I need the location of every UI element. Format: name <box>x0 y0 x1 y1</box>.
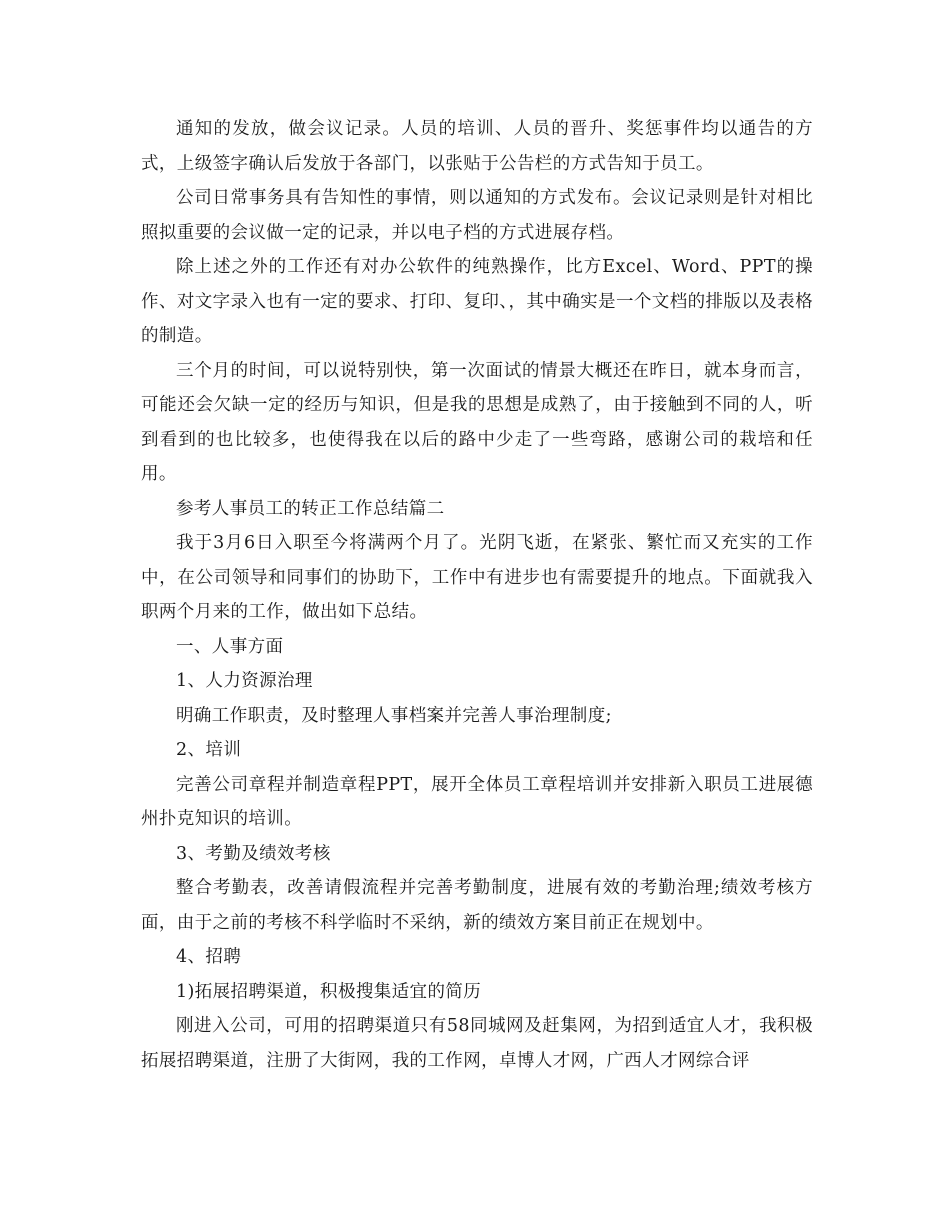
heading-hr-aspect: 一、人事方面 <box>176 636 284 657</box>
heading-training: 2、培训 <box>176 740 242 760</box>
paragraph-daily-affairs: 公司日常事务具有告知性的事情，则以通知的方式发布。会议记录则是针对相比照拟重要的会议做一定的记录，并以电子档的方式进展存档。 <box>141 188 813 243</box>
document-page <box>141 112 813 1078</box>
heading-hr-management: 1、人力资源治理 <box>176 671 313 691</box>
section-title-part-two: 参考人事员工的转正工作总结篇二 <box>176 498 445 519</box>
heading-recruitment-channels: 1)拓展招聘渠道，积极搜集适宜的简历 <box>176 981 482 1002</box>
paragraph-attendance: 整合考勤表，改善请假流程并完善考勤制度，进展有效的考勤治理;绩效考核方面，由于之前的考核不科学临时不采纳，新的绩效方案目前正在规划中。 <box>141 878 813 933</box>
paragraph-recruitment-channels: 刚进入公司，可用的招聘渠道只有58同城网及赶集网，为招到适宜人才，我积极拓展招聘渠道，注册了大街网，我的工作网，卓博人才网，广西人才网综合评 <box>141 1016 813 1071</box>
paragraph-office-software: 除上述之外的工作还有对办公软件的纯熟操作，比方Excel、Word、PPT的操作、对文字录入也有一定的要求、打印、复印、，其中确实是一个文档的排版以及表格的制造。 <box>141 257 813 346</box>
paragraph-two-months-intro: 我于3月6日入职至今将满两个月了。光阴飞逝，在紧张、繁忙而又充实的工作中，在公司领导和同事们的协助下，工作中有进步也有需要提升的地点。下面就我入职两个月来的工作，做出如下总结。 <box>141 533 813 622</box>
paragraph-training: 完善公司章程并制造章程PPT，展开全体员工章程培训并安排新入职员工进展德州扑克知识的培训。 <box>141 774 813 829</box>
paragraph-hr-management: 明确工作职责，及时整理人事档案并完善人事治理制度; <box>176 705 612 726</box>
paragraph-three-months: 三个月的时间，可以说特别快，第一次面试的情景大概还在昨日，就本身而言，可能还会欠缺一定的经历与知识，但是我的思想是成熟了，由于接触到不同的人，听到看到的也比较多，也使得我在以后的路中少走了一些弯路，感谢公司的栽培和任用。 <box>141 360 813 484</box>
heading-attendance: 3、考勤及绩效考核 <box>176 843 331 864</box>
paragraph-notice-distribution: 通知的发放，做会议记录。人员的培训、人员的晋升、奖惩事件均以通告的方式，上级签字确认后发放于各部门，以张贴于公告栏的方式告知于员工。 <box>141 119 813 174</box>
heading-recruitment: 4、招聘 <box>176 947 242 967</box>
